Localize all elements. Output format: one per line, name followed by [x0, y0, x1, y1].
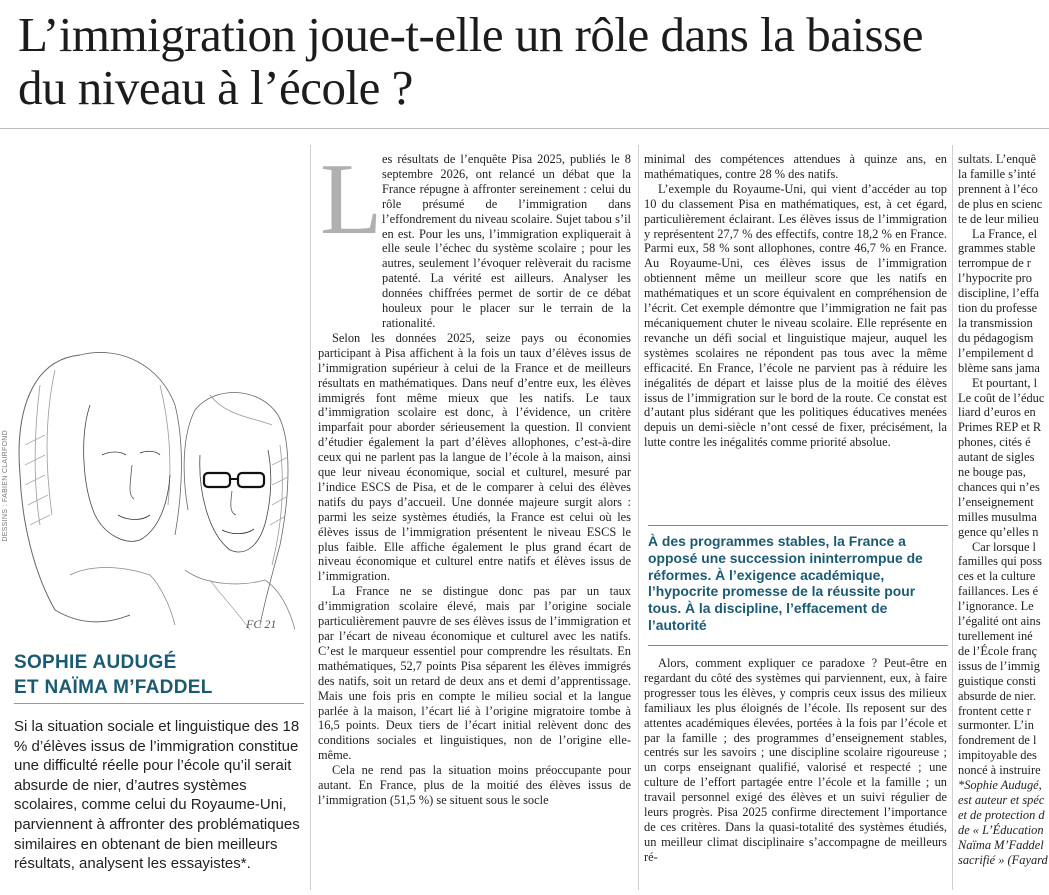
- article-column-2-lower: [644, 656, 947, 865]
- author-line-1: SOPHIE AUDUGÉ: [14, 652, 177, 673]
- paragraph: Cela ne rend pas la situation moins préoccupante pour autant. En France, plus de la moitié des élèves issus de l’immigration (51,5 %) se situent sous le socle: [318, 763, 631, 807]
- column-3-line: ces et la culture: [958, 569, 1036, 584]
- quote-rule-top: [648, 525, 948, 526]
- column-3-line: guistique consti: [958, 673, 1037, 688]
- column-3-line: blème sans jama: [958, 360, 1040, 375]
- headline-line-1: L’immigration joue-t-elle un rôle dans la baisse: [18, 7, 923, 62]
- column-rule: [638, 145, 639, 890]
- column-3-line: l’empilement d: [958, 345, 1034, 360]
- column-3-line: Naïma M’Faddel: [958, 837, 1044, 852]
- column-3-line: familles qui poss: [958, 554, 1042, 569]
- author-rule: [14, 703, 304, 704]
- column-3-line: gence qu’elles n: [958, 524, 1039, 539]
- author-names: [14, 650, 304, 700]
- paragraph: Alors, comment expliquer ce paradoxe ? Peut-être en regardant du côté des systèmes qui parviennent, eux, à faire progresser tous les élèves, y compris ceux issus des milieux familiaux les plus éloignés de l’école. Ils reposent sur des attentes académiques élevées, portées à la fois par l’école et par la famille ; des programmes d’enseignement stables, centrés sur les savoirs ; une discipline scolaire rigoureuse ; un corps enseignant qualifié, valorisé et respecté ; une culture de l’effort partagée entre l’école et la famille ; un travail personnel exigé des élèves et un suivi régulier de leurs progrès. Pisa 2025 confirme directement l’importance de ces critères. Dans la quasi-totalité des systèmes étudiés, un meilleur climat disciplinaire s’accompagne de meilleurs ré-: [644, 656, 947, 864]
- column-3-line: te de leur milieu: [958, 211, 1039, 226]
- illustration-signature: FC 21: [246, 617, 277, 631]
- column-3-line: Et pourtant, l: [972, 375, 1038, 390]
- column-3-line: Car lorsque l: [972, 539, 1037, 554]
- column-rule: [310, 145, 311, 890]
- column-3-block-1: [958, 152, 1049, 227]
- column-3-line: milles musulma: [958, 509, 1037, 524]
- column-3-line: phones, cités é: [958, 435, 1031, 450]
- drop-cap: L: [320, 143, 383, 256]
- author-bio: [958, 778, 1049, 867]
- column-3-block-2: [958, 227, 1049, 376]
- article-column-1: [318, 143, 631, 808]
- paragraph: L’exemple du Royaume-Uni, qui vient d’accéder au top 10 du classement Pisa en mathématiques, est, à cet égard, particulièrement éclairant. Les élèves issus de l’immigration y représentent 27,7 % des effectifs, contre 18,2 % en France. Parmi eux, 58 % sont allophones, contre 46,7 % en France. Au Royaume-Uni, ces élèves issus de l’immigration obtiennent même un meilleur score que les natifs en mathématiques et un score équivalent en compréhension de l’écrit. Cet exemple démontre que l’immigration ne fait pas mécaniquement chuter le niveau scolaire. Elle représente en revanche un défi social et linguistique majeur, auquel les systèmes scolaires ne répondent pas tous avec la même efficacité. En France, l’école ne parvient pas à réduire les inégalités de départ et laisse plus de la moitié des élèves issus de l’immigration sur le bord de la route. Ce constat est d’autant plus sidérant que les politiques éducatives menées depuis un demi-siècle n’ont cessé de fixer, précisément, la lutte contre les inégalités comme priorité absolue.: [644, 181, 947, 450]
- column-3-line: noncé à instruire: [958, 763, 1041, 778]
- article-column-3: [958, 152, 1049, 868]
- paragraph: minimal des compétences attendues à quinze ans, en mathématiques, contre 28 % des natifs.: [644, 152, 947, 181]
- column-3-line: sacrifié » (Fayard: [958, 852, 1048, 867]
- top-rule: [0, 128, 1049, 129]
- column-3-line: issus de l’immig: [958, 658, 1040, 673]
- column-3-block-3: [958, 376, 1049, 540]
- column-3-line: faillances. Les é: [958, 584, 1039, 599]
- column-3-line: tion du professe: [958, 301, 1038, 316]
- paragraph: La France ne se distingue donc pas par un taux d’immigration scolaire élevé, mais par l’origine sociale particulièrement pauvre de ses élèves issus de l’immigration et par l’écart de niveau économique et culturel avec les natifs. C’est le marqueur essentiel pour comprendre les résultats. En mathématiques, 52,7 points Pisa séparent les élèves immigrés des natifs, soit un retard de deux ans et demi d’apprentissage. Mais une fois pris en compte le milieu social et la langue parlée à la maison, l’écart lié à l’origine migratoire tombe à 16,5 points. Deux tiers de l’écart initial relèvent donc des conditions sociales et linguistiques, non de l’origine elle-même.: [318, 584, 631, 763]
- column-3-line: discipline, l’effa: [958, 286, 1039, 301]
- column-3-line: de l’École franç: [958, 643, 1038, 658]
- column-3-line: et de protection d: [958, 807, 1045, 822]
- column-3-line: est auteur et spéc: [958, 792, 1045, 807]
- column-3-line: absurde de nier.: [958, 688, 1037, 703]
- column-3-line: Primes REP et R: [958, 420, 1042, 435]
- column-3-line: chances qui n’es: [958, 479, 1040, 494]
- column-3-line: liard d’euros en: [958, 405, 1036, 420]
- column-3-line: sultats. L’enquê: [958, 152, 1037, 166]
- column-3-line: la transmission: [958, 315, 1033, 330]
- author-line-2: ET NAÏMA M’FADDEL: [14, 677, 213, 698]
- column-3-line: impitoyable des: [958, 748, 1037, 763]
- column-3-block-4: [958, 540, 1049, 779]
- column-3-line: prennent à l’éco: [958, 181, 1038, 196]
- article-column-2: [644, 152, 947, 450]
- column-3-line: de plus en scienc: [958, 196, 1043, 211]
- column-3-line: l’ignorance. Le: [958, 599, 1034, 614]
- headline-line-2: du niveau à l’école ?: [18, 60, 413, 115]
- column-3-line: de « L’Éducation: [958, 822, 1044, 837]
- headline: [18, 8, 1049, 114]
- column-3-line: La France, el: [972, 226, 1038, 241]
- column-3-line: l’enseignement: [958, 494, 1034, 509]
- column-3-line: surmonter. L’in: [958, 718, 1034, 733]
- column-3-line: du pédagogism: [958, 330, 1034, 345]
- column-3-line: l’égalité ont ains: [958, 614, 1041, 629]
- column-3-line: terrompue de r: [958, 256, 1031, 271]
- chapo: Si la situation sociale et linguistique des 18 % d’élèves issus de l’immigration constitue une difficulté réelle pour l’école qu’il serait absurde de nier, d’autres systèmes scolaires, comme celui du Royaume-Uni, parviennent à affronter des problématiques similaires en obtenant de bien meilleurs résultats, analysent les essayistes*.: [14, 718, 300, 873]
- column-3-line: frontent cette r: [958, 703, 1031, 718]
- paragraph: Selon les données 2025, seize pays ou économies participant à Pisa affichent à la fois un taux d’élèves issus de l’immigration supérieur à celui de la France et de meilleurs résultats en mathématiques. Dans neuf d’entre eux, les élèves immigrés font même mieux que les natifs. Le taux d’immigration scolaire est donc, à l’évidence, un critère imparfait pour aborder sérieusement la question. Il convient d’étudier également la part d’élèves allophones, c’est-à-dire ceux qui ne parlent pas la langue de l’école à la maison, ainsi que leur niveau économique, social et culturel, mesuré par l’indice ESCS de Pisa, et de le comparer à celui des élèves natifs du pays d’accueil. Une donnée majeure surgit alors : parmi les seize systèmes étudiés, la France est celui où les élèves issus de l’immigration présentent le niveau ESCS le plus faible. Elle affiche également le plus grand écart de niveau économique et culturel entre natifs et élèves issus de l’immigration.: [318, 330, 631, 584]
- column-3-line: *Sophie Audugé,: [958, 778, 1042, 793]
- column-3-line: Le coût de l’éduc: [958, 390, 1045, 405]
- column-3-line: fondrement de l: [958, 733, 1037, 748]
- column-rule: [952, 145, 953, 890]
- column-3-line: ne bouge pas,: [958, 465, 1026, 480]
- column-3-line: la famille s’inté: [958, 166, 1036, 181]
- column-3-line: l’hypocrite pro: [958, 271, 1032, 286]
- paragraph: es résultats de l’enquête Pisa 2025, publiés le 8 septembre 2026, ont relancé un débat que la France répugne à affronter sereinement : celui du rôle présumé de l’immigration dans l’effondrement du niveau scolaire. Sujet tabou s’il en est. Pour les uns, l’immigration expliquerait à elle seule l’échec du système scolaire ; pour les autres, seulement l’évoquer relèverait du racisme patenté. La vérité est ailleurs. Analyser les données chiffrées permet de sortir de ce débat houleux pour le placer sur le terrain de la rationalité.: [382, 152, 631, 330]
- authors-illustration: [10, 325, 295, 637]
- column-3-line: autant de sigles: [958, 450, 1035, 465]
- column-3-line: grammes stable: [958, 241, 1036, 256]
- pull-quote: À des programmes stables, la France a opposé une succession ininterrompue de réformes. À l’exigence académique, l’hypocrite promesse de la réussite pour tous. À la discipline, l’effacement de l’autorité: [648, 533, 923, 633]
- column-3-line: turellement iné: [958, 629, 1033, 643]
- illustration-credit: DESSINS : FABIEN CLAIRFOND: [2, 430, 9, 542]
- quote-rule-bottom: [648, 645, 948, 646]
